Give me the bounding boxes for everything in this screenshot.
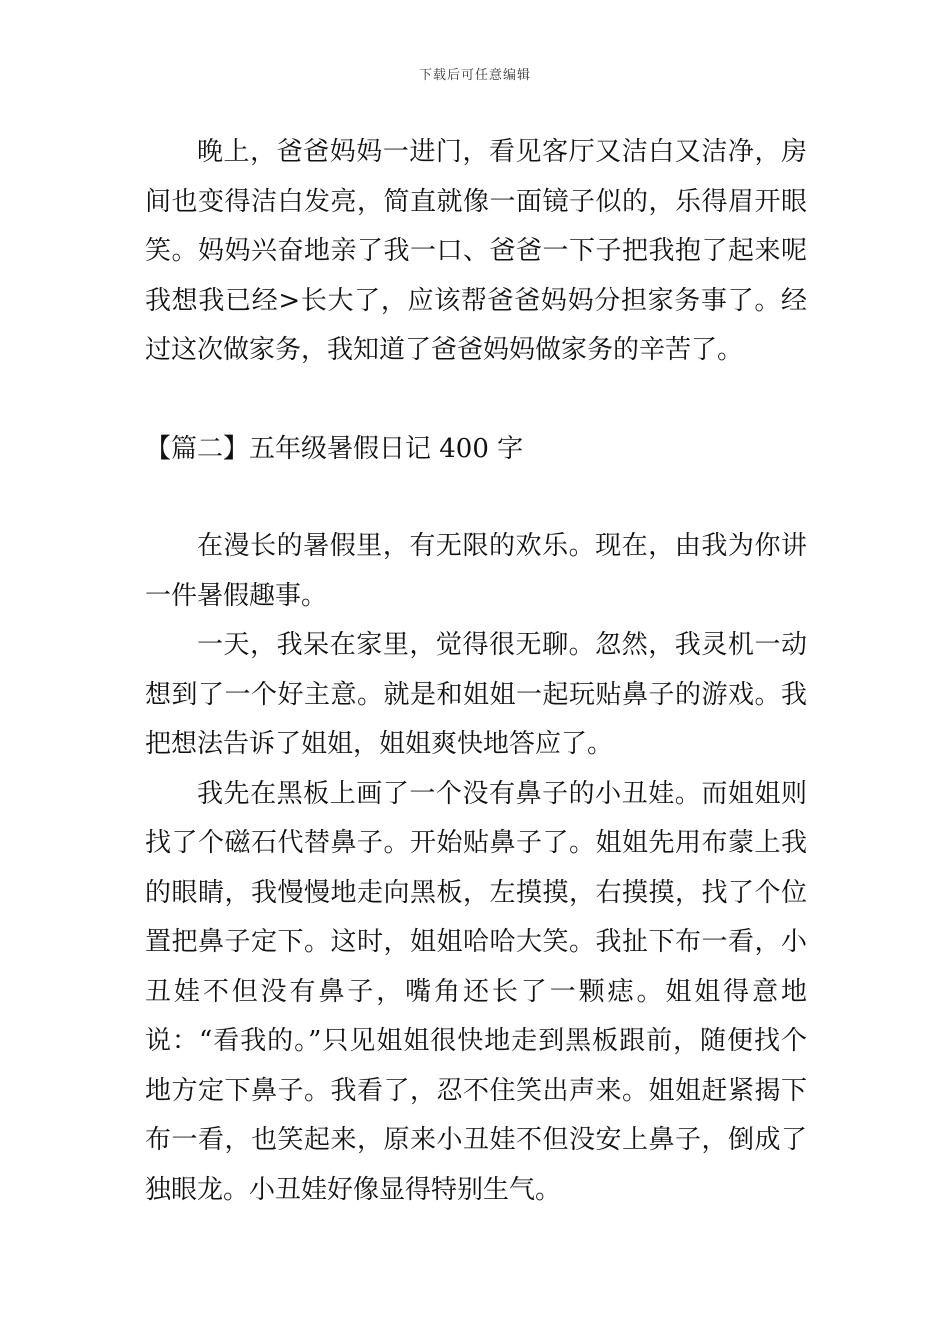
paragraph-intro: 在漫长的暑假里，有无限的欢乐。现在，由我为你讲一件暑假趣事。 [145,531,807,611]
page-header: 下载后可任意编辑 [418,68,531,83]
paragraph-idea: 一天，我呆在家里，觉得很无聊。忽然，我灵机一动想到了一个好主意。就是和姐姐一起玩贴鼻子的游戏。我把想法告诉了姐姐，姐姐爽快地答应了。 [145,630,807,759]
section-heading: 【篇二】五年级暑假日记 400 字 [145,433,524,464]
paragraph-evening: 晚上，爸爸妈妈一进门，看见客厅又洁白又洁净，房间也变得洁白发亮，简直就像一面镜子似的，乐得眉开眼笑。妈妈兴奋地亲了我一口、爸爸一下子把我抱了起来呢我想我已经>长大了，应该帮爸爸妈妈分担家务事了。经过这次做家务，我知道了爸爸妈妈做家务的辛苦了。 [145,137,807,365]
paragraph-game: 我先在黑板上画了一个没有鼻子的小丑娃。而姐姐则找了个磁石代替鼻子。开始贴鼻子了。姐姐先用布蒙上我的眼睛，我慢慢地走向黑板，左摸摸，右摸摸，找了个位置把鼻子定下。这时，姐姐哈哈大笑。我扯下布一看，小丑娃不但没有鼻子，嘴角还长了一颗痣。姐姐得意地说：“看我的。”只见姐姐很快地走到黑板跟前，随便找个地方定下鼻子。我看了，忍不住笑出声来。姐姐赶紧揭下布一看，也笑起来，原来小丑娃不但没安上鼻子，倒成了独眼龙。小丑娃好像显得特别生气。 [145,778,807,1205]
document-body [145,128,807,1215]
